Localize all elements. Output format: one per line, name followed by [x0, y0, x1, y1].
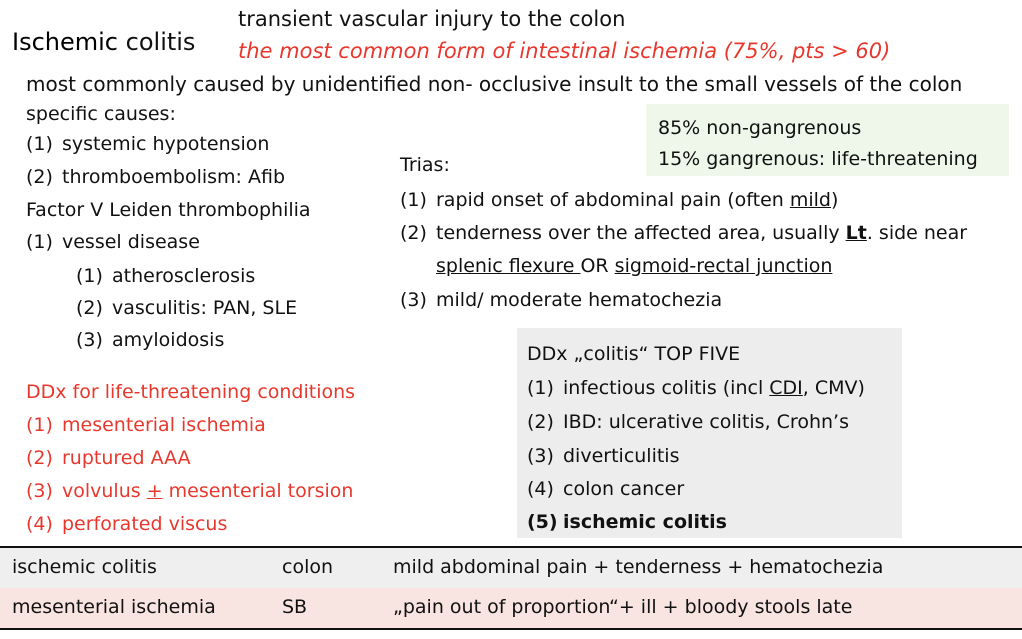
trias-or: OR: [580, 255, 615, 277]
trias-underlined: mild: [789, 189, 831, 211]
page-title: [12, 28, 195, 56]
ddx-colitis-text: IBD: ulcerative colitis, Crohn’s: [563, 411, 849, 433]
vessel-text: vessel disease: [62, 231, 200, 253]
subtitle-definition: transient vascular injury to the colon: [238, 7, 626, 31]
vessel-subitem-text: amyloidosis: [112, 329, 225, 351]
title-rest: colitis: [125, 28, 196, 56]
ddx-life-text-end: mesenterial torsion: [162, 480, 354, 502]
vessel-subitem: [76, 328, 224, 352]
table-row: [0, 588, 1022, 630]
ddx-life-text: perforated viscus: [62, 513, 228, 535]
cause-item: [26, 165, 285, 189]
table-cell-features: „pain out of proportion“+ ill + bloody stools late: [393, 596, 853, 618]
table-cell-site: colon: [282, 556, 334, 578]
trias-item: [400, 188, 838, 212]
factor-v-text: Factor V Leiden thrombophilia: [26, 199, 311, 221]
ddx-colitis-item: [527, 444, 680, 468]
causes-heading: specific causes:: [26, 103, 176, 125]
subtitle-epidemiology: the most common form of intestinal ischemia (75%, pts > 60): [238, 39, 891, 63]
trias-item-continuation: [436, 254, 832, 278]
ddx-life-item: [26, 512, 227, 536]
trias-number: (1): [400, 189, 427, 211]
cause-text: thromboembolism: Afib: [62, 166, 286, 188]
ddx-life-text: mesenterial ischemia: [62, 414, 266, 436]
ddx-colitis-text: diverticulitis: [563, 445, 680, 467]
table-cell-condition: ischemic colitis: [12, 556, 157, 578]
gangrene-line: 15% gangrenous: life-threatening: [658, 148, 978, 170]
intro-text: most commonly caused by unidentified non- occlusive insult to the small vessels of the colon: [26, 72, 963, 96]
ddx-colitis-number: (1): [527, 377, 554, 399]
ddx-colitis-number: (4): [527, 478, 554, 500]
ddx-colitis-item: [527, 376, 865, 400]
table-cell-features: mild abdominal pain + tenderness + hematochezia: [393, 556, 884, 578]
vessel-subitem-text: vasculitis: PAN, SLE: [112, 297, 298, 319]
ddx-colitis-underlined: CDI: [769, 377, 803, 399]
ddx-colitis-heading: DDx „colitis“ TOP FIVE: [527, 343, 741, 365]
cause-number: (1): [26, 133, 53, 155]
ddx-life-item: [26, 479, 353, 503]
trias-text: tenderness over the affected area, usually: [436, 222, 846, 244]
vessel-number: (1): [26, 231, 53, 253]
vessel-subitem-number: (1): [76, 265, 103, 287]
ddx-colitis-text: infectious colitis (incl: [563, 377, 770, 399]
vessel-subitem: [76, 296, 297, 320]
table-cell-condition: mesenterial ischemia: [12, 596, 216, 618]
ddx-colitis-item: [527, 510, 727, 534]
table-cell-site: SB: [282, 596, 308, 618]
trias-item: [400, 288, 722, 312]
ddx-colitis-text: ischemic colitis: [563, 511, 727, 533]
trias-text: rapid onset of abdominal pain (often: [436, 189, 790, 211]
ddx-colitis-item: [527, 477, 684, 501]
ddx-life-plusminus: +: [146, 480, 163, 502]
ddx-life-number: (2): [26, 447, 53, 469]
title-bold: Ischemic: [12, 28, 118, 56]
ddx-colitis-number: (3): [527, 445, 554, 467]
trias-text-end: ): [831, 189, 839, 211]
ddx-life-number: (1): [26, 414, 53, 436]
ddx-life-heading: DDx for life-threatening conditions: [26, 381, 356, 403]
trias-number: (2): [400, 222, 427, 244]
vessel-subitem-text: atherosclerosis: [112, 265, 256, 287]
table-row: [0, 546, 1022, 588]
trias-location: splenic flexure: [436, 255, 581, 277]
ddx-life-number: (3): [26, 480, 53, 502]
trias-number: (3): [400, 289, 427, 311]
trias-item: [400, 221, 967, 245]
ddx-life-text: volvulus: [62, 480, 147, 502]
ddx-life-number: (4): [26, 513, 53, 535]
ddx-life-text: ruptured AAA: [62, 447, 191, 469]
cause-text: systemic hypotension: [62, 133, 270, 155]
ddx-colitis-text: colon cancer: [563, 478, 685, 500]
trias-location: sigmoid-rectal junction: [614, 255, 833, 277]
vessel-disease: [26, 230, 200, 254]
trias-text: mild/ moderate hematochezia: [436, 289, 723, 311]
ddx-life-item: [26, 413, 266, 437]
ddx-colitis-number: (5): [527, 511, 558, 533]
cause-number: (2): [26, 166, 53, 188]
gangrene-line: 85% non-gangrenous: [658, 117, 862, 139]
trias-text-end: . side near: [866, 222, 968, 244]
vessel-subitem-number: (2): [76, 297, 103, 319]
trias-heading: Trias:: [400, 154, 450, 176]
ddx-colitis-item: [527, 410, 849, 434]
cause-item: [26, 132, 269, 156]
vessel-subitem: [76, 264, 255, 288]
ddx-colitis-number: (2): [527, 411, 554, 433]
vessel-subitem-number: (3): [76, 329, 103, 351]
trias-underlined: Lt: [845, 222, 867, 244]
ddx-colitis-text-end: , CMV): [802, 377, 865, 399]
ddx-life-item: [26, 446, 191, 470]
